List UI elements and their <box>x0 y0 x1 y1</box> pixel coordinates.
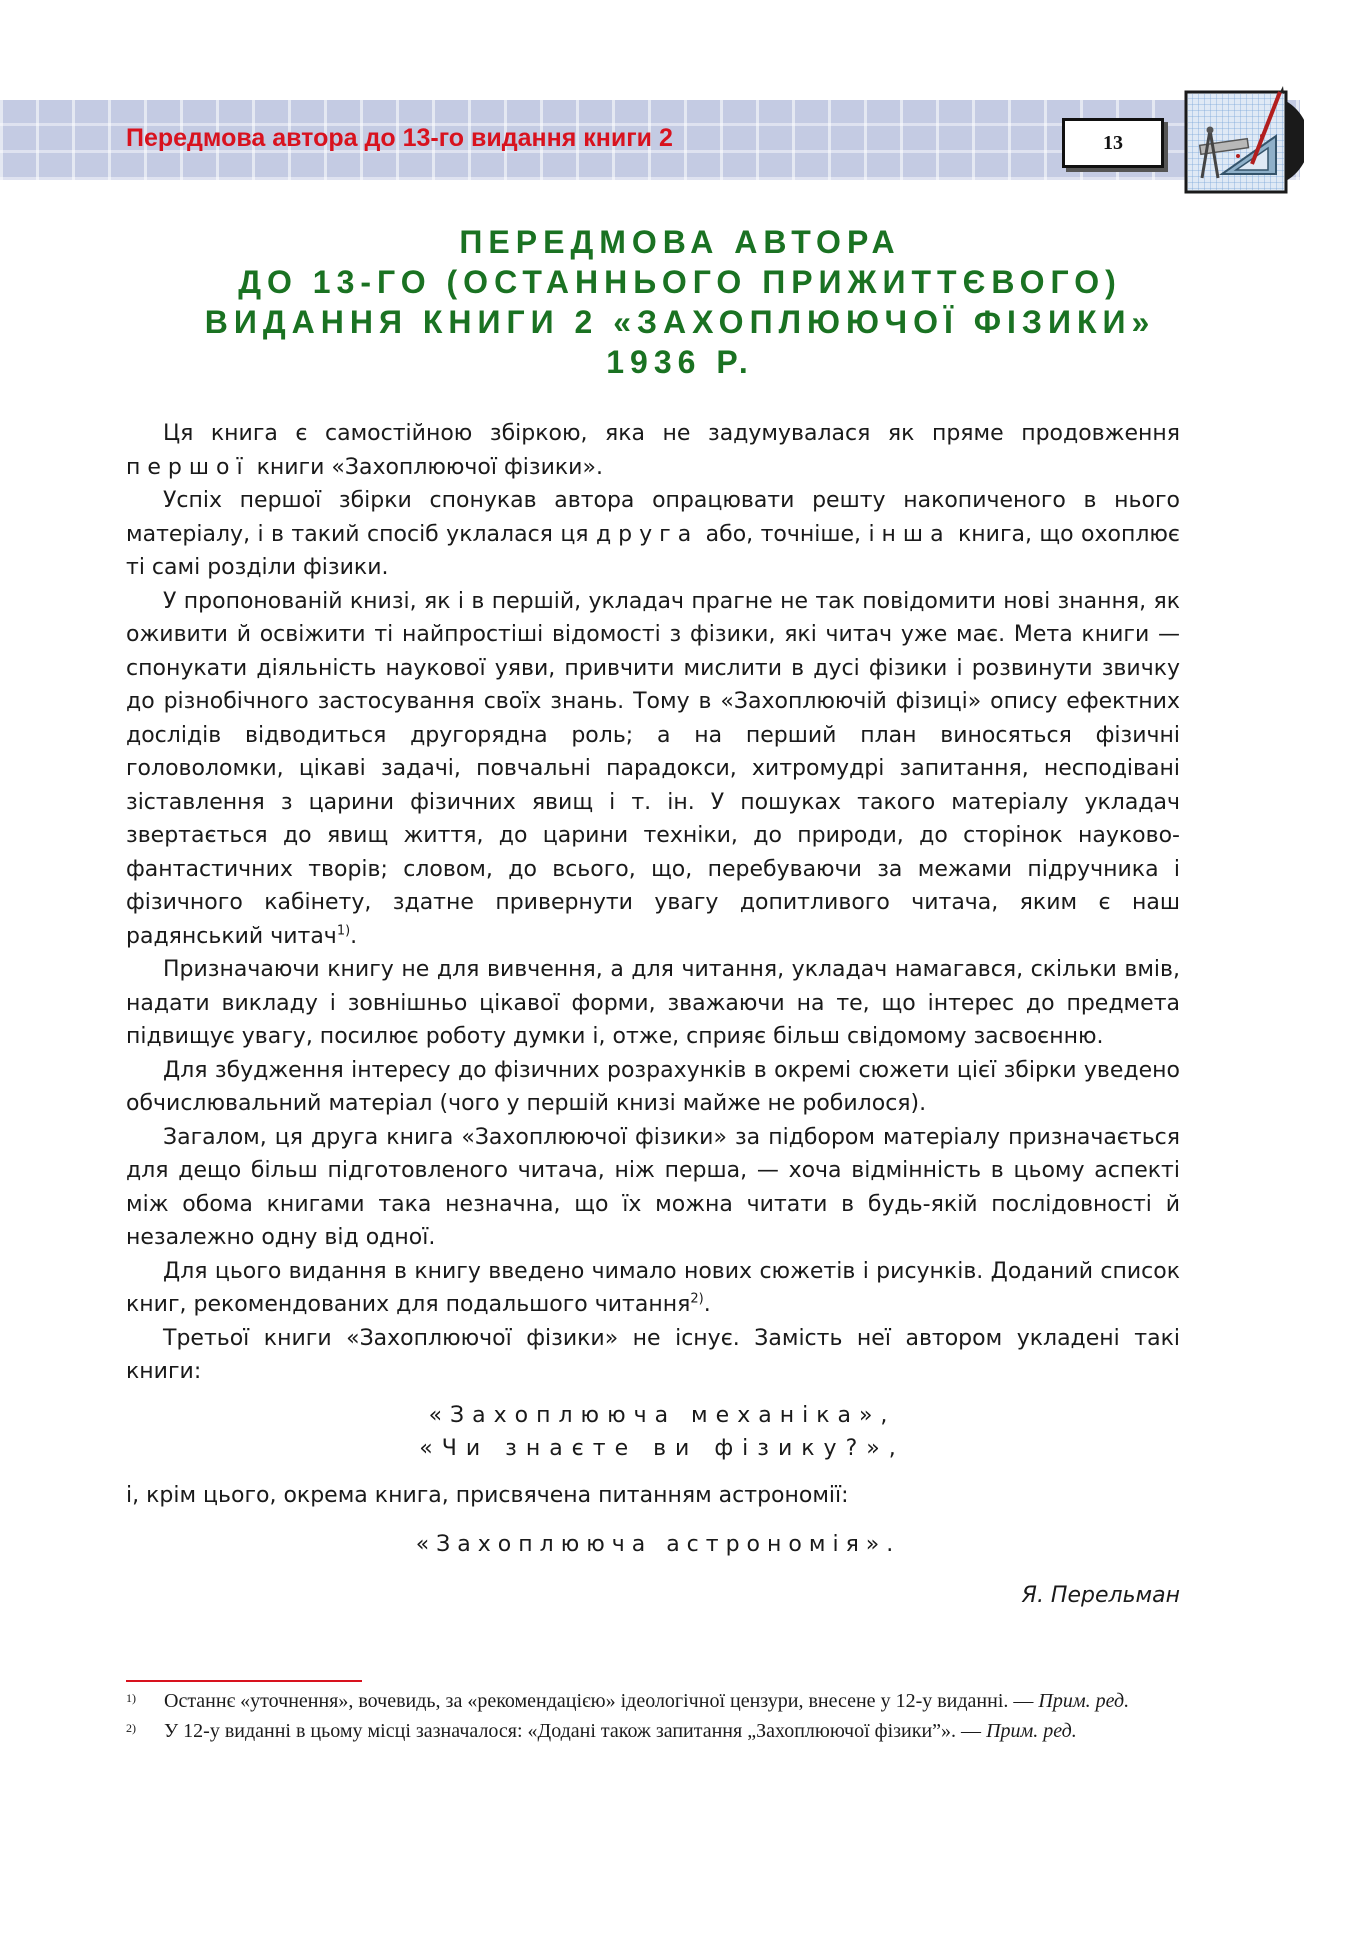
paragraph: Загалом, ця друга книга «Захоплюючої фізики» за підбором матеріалу призначається для дещо більш підготовленого читача, ніж перша, — хоча відмінність в цьому аспекті між обома книгами така незначна, що їх можна читати в будь-якій послідовності й незалежно одну від одної. <box>126 1124 1180 1250</box>
title-line: ДО 13-ГО (ОСТАННЬОГО ПРИЖИТТЄВОГО) <box>238 264 1122 300</box>
paragraph: і, крім цього, окрема книга, присвячена питанням астрономії: <box>126 1482 849 1508</box>
title-line: ПЕРЕДМОВА АВТОРА <box>459 224 901 260</box>
running-title: Передмова автора до 13-го видання книги 2 <box>126 124 673 152</box>
book-title: «Захоплююча механіка», <box>428 1402 896 1428</box>
paragraph: Ця книга є самостійною збіркою, яка не задумувалася як пряме продовження першої книги «Захоплюючої фізики». <box>126 421 1180 480</box>
paragraph: Для цього видання в книгу введено чимало нових сюжетів і рисунків. Доданий список книг, рекомендованих для подальшого читання$^{2)}$. <box>126 1258 1180 1317</box>
book-title: «Захоплююча астрономія». <box>415 1532 901 1557</box>
footnote-text: У 12-у виданні в цьому місці зазначалося: «Додані також запитання „Захоплюючої фізики”». — <box>164 1720 987 1742</box>
footnote-ref[interactable]: 2) <box>690 1291 704 1307</box>
spaced-word: друга <box>595 521 699 547</box>
spaced-word: першої <box>126 454 250 480</box>
page-number-box <box>1062 118 1164 168</box>
book-list <box>126 1399 1180 1466</box>
footnote-ref[interactable]: 1) <box>336 923 351 939</box>
footnote-mark: 1) <box>126 1691 136 1705</box>
footnotes <box>126 1684 1180 1744</box>
document-title <box>80 222 1280 382</box>
title-line: 1936 Р. <box>606 344 754 380</box>
body-text <box>126 417 1180 1612</box>
footnote-note: Прим. ред. <box>986 1720 1077 1742</box>
footnote-mark: 2) <box>126 1721 136 1735</box>
footnote <box>126 1718 1180 1744</box>
footnote-note: Прим. ред. <box>1038 1690 1130 1712</box>
footnote-text: Останнє «уточнення», вочевидь, за «рекомендацією» ідеологічної цензури, внесене у 12-у виданні. — <box>164 1690 1039 1712</box>
footnote-rule <box>126 1680 362 1682</box>
paragraph: Третьої книги «Захоплюючої фізики» не існує. Замість неї автором укладені такі книги: <box>126 1325 1180 1384</box>
author-signature: Я. Перельман <box>1021 1582 1180 1608</box>
page-number: 13 <box>1103 131 1123 154</box>
spaced-word: інша <box>868 521 951 547</box>
footnote <box>126 1688 1180 1714</box>
paragraph: Успіх першої збірки спонукав автора опрацювати решту накопиченого в нього матеріалу, і в такий спосіб уклалася ця друга або, точніше, інша книга, що охоплює ті самі розділи фізики. <box>126 488 1180 580</box>
drafting-tools-emblem-icon <box>1180 86 1304 198</box>
paragraph: У пропонованій книзі, як і в першій, укладач прагне не так повідомити нові знання, як оживити й освіжити ті найпростіші відомості з фізики, які читач уже має. Мета книги — спонукати діяльність наукової уяви, привчити мислити в дусі фізики і розвинути звичку до різнобічного застосування своїх знань. Тому в «Захоплюючій фізиці» опису ефектних дослідів відводиться другорядна роль; а на перший план виносяться фізичні головоломки, цікаві задачі, повчальні парадокси, хитромудрі запитання, несподівані зіставлення з царини фізичних явищ і т. ін. У пошуках такого матеріалу укладач звертається до явищ життя, до царини техніки, до природи, до сторінок науково-фантастичних творів; словом, до всього, що, перебуваючи за межами підручника і фізичного кабінету, здатне привернути увагу допитливого читача, яким є наш радянський читач$^{1)}$. <box>126 588 1180 949</box>
paragraph: Для збудження інтересу до фізичних розрахунків в окремі сюжети цієї збірки уведено обчислювальний матеріал (чого у першій книзі майже не робилося). <box>126 1057 1180 1116</box>
title-line: ВИДАННЯ КНИГИ 2 «ЗАХОПЛЮЮЧОЇ ФІЗИКИ» <box>204 304 1156 340</box>
book-title: «Чи знаєте ви фізику?», <box>419 1436 905 1461</box>
paragraph: Призначаючи книгу не для вивчення, а для читання, укладач намагався, скільки вмів, надати викладу і зовнішньо цікавої форми, зважаючи на те, що інтерес до предмета підвищує увагу, посилює роботу думки і, отже, сприяє більш свідомому засвоєнню. <box>126 957 1180 1049</box>
